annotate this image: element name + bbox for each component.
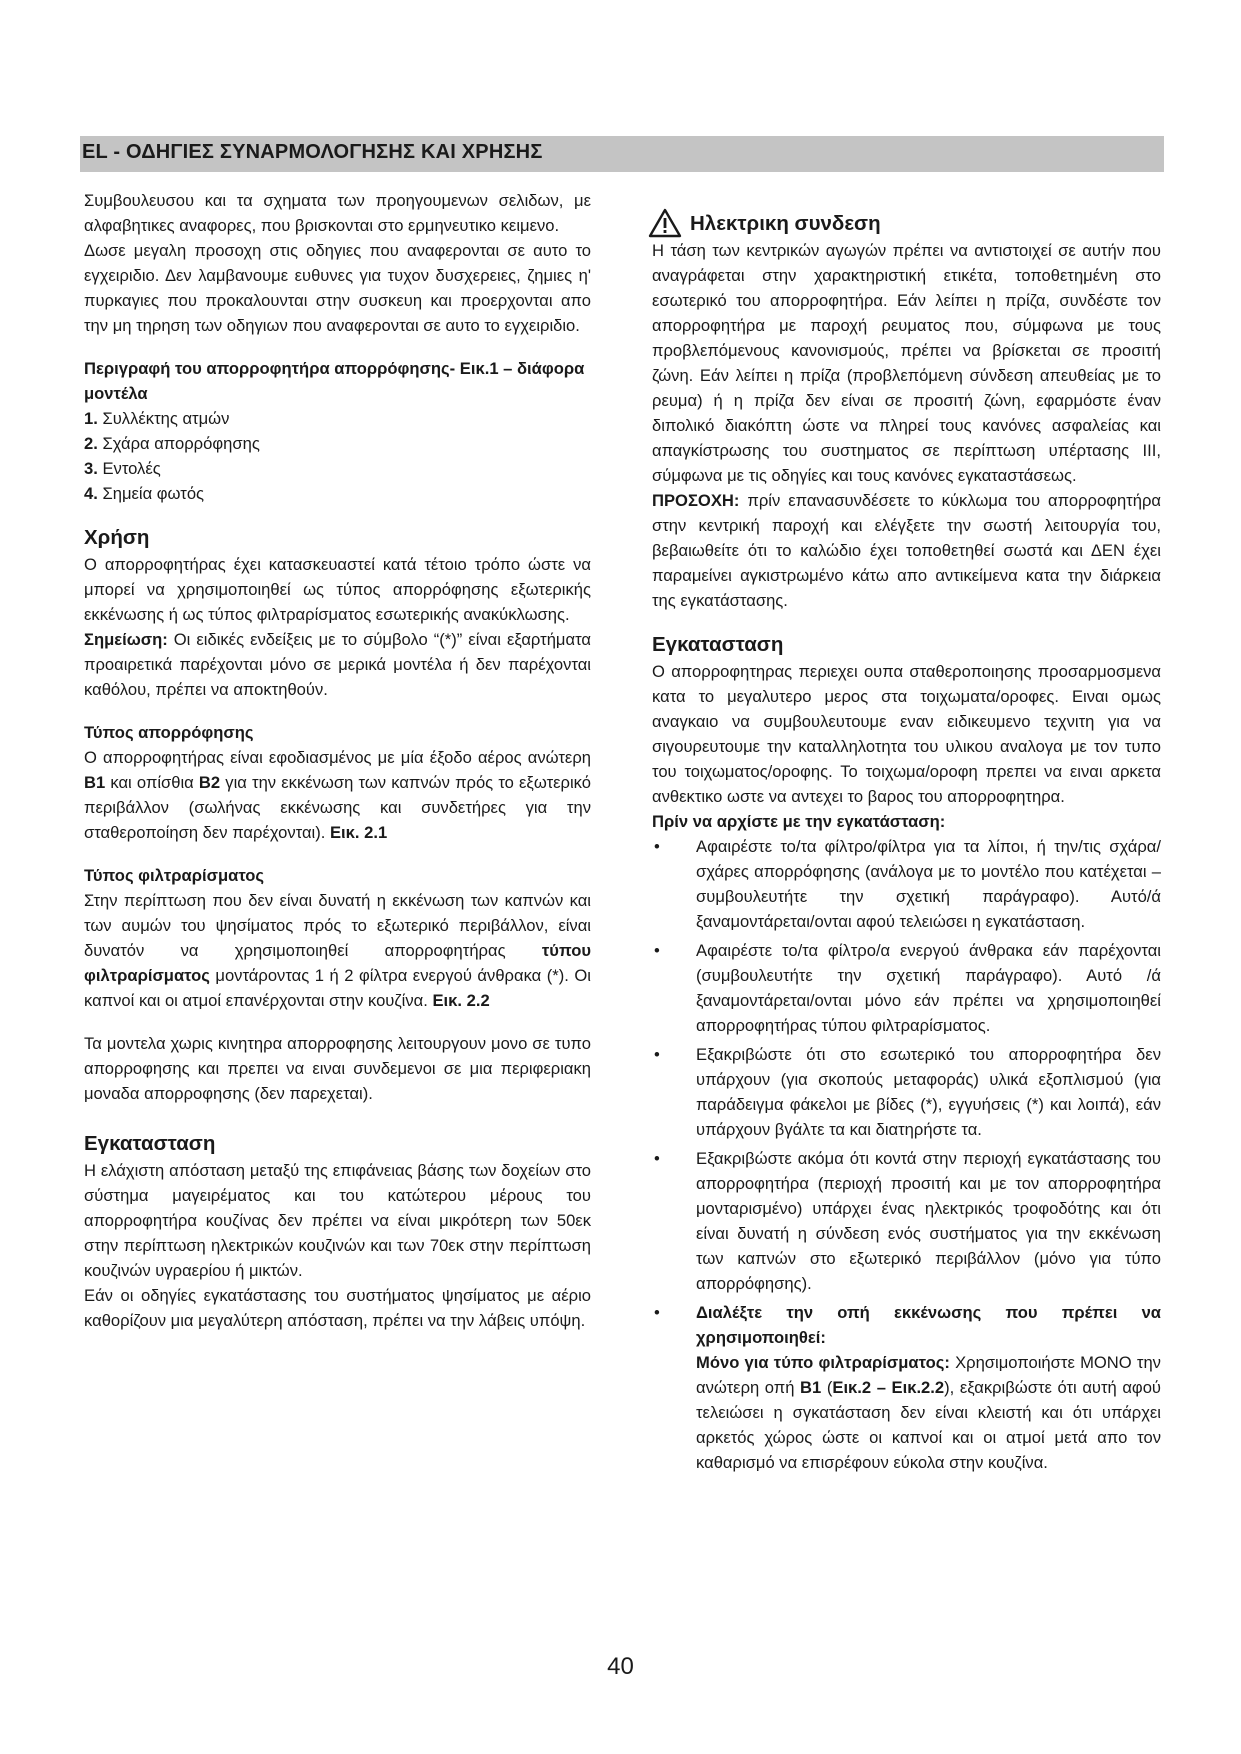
list-item: 4. Σημεία φωτός [84,484,205,503]
list-item: 3. Εντολές [84,459,161,478]
use-paragraph: Ο απορροφητήρας έχει κατασκευαστεί κατά τέτοιο τρόπο ώστε να μπορεί να χρησιμοποιηθεί ως τύπος απορρόφησης εξωτερικής εκκένωσης ή ως τύπος φιλτραρίσματος εσωτερικής ανακύκλωσης. [84,555,591,624]
installation-heading: Εγκατασταση [84,1132,216,1155]
figure-ref: Εικ. 2.2 [432,991,490,1010]
bullet-icon: • [654,941,660,960]
list-item: 1. Συλλέκτης ατμών [84,409,230,428]
intro-paragraph: Συμβουλευσου και τα σχηματα των προηγουμενων σελιδων, με αλφαβητικες αναφορες, που βρισκονται στο ερμηνευτικο κειμενο. [84,191,591,235]
warning-triangle-icon [648,208,682,238]
page-number: 40 [607,1653,634,1680]
list-item: • Διαλέξτε την οπή εκκένωσης που πρέπει να χρησιμοποιηθεί: Μόνο για τύπο φιλτραρίσματος: Χρησιμοποιήστε ΜΟΝΟ την ανώτερη οπή B1 (Εικ.2 – Εικ.2.2), εξακριβώστε ότι αυτή αφού τελειώσει η σγκατάσταση δεν είναι κλειστή και ότι υπάρχει αρκετός χώρος ώστε οι καπνοί και οι ατμοί μετά απο τον καθαρισμό να επισρέφουν εύκολα στην κουζίνα. [652,1300,1161,1475]
description-heading: Περιγραφή του απορροφητήρα απορρόφησης- Εικ.1 – διάφορα μοντέλα [84,359,585,403]
list-item: • Αφαιρέστε το/τα φίλτρο/α ενεργού άνθρακα εάν παρέχονται (συμβουλευτήτε την σχετική παράγραφο). Αυτό /ά ξαναμοντάρεται/ονται μόνο εάν πρέπει να χρησιμοποιηθεί απορροφητήρας τύπου φιλτραρίσματος. [652,938,1161,1038]
vent-choice-heading: Διαλέξτε την οπή εκκένωσης που πρέπει να χρησιμοποιηθεί: [696,1303,1161,1347]
before-install-heading: Πρίν να αρχίστε με την εγκατάσταση: [652,812,946,831]
filter-heading: Τύπος φιλτραρίσματος [84,866,265,885]
use-heading: Χρήση [84,526,150,549]
list-item: • Εξακριβώστε ακόμα ότι κοντά στην περιοχή εγκατάστασης του απορροφητήρα (περιοχή προσιτή και με τον απορροφητήρα μονταρισμένο) υπάρχει ένας ηλεκτρικός τροφοδότης και ότι είναι δυνατή η σύνδεση ενός συστήματος για την εκκένωση των καπνών στο εξωτερικό περιβάλλον (μόνο για τύπο απορρόφησης). [652,1146,1161,1296]
electric-paragraph: Η τάση των κεντρικών αγωγών πρέπει να αντιστοιχεί σε αυτήν που αναγράφεται στην χαρακτηριστική ετικέτα, τοποθετημένη στο εσωτερικό του απορροφητήρα. Εάν λείπει η πρίζα, συνδέστε τον απορροφητήρα με παροχή ρευματος που, σύμφωνα με τους προβλεπόμενους κανονισμούς, πρέπει να βρίσκεται σε προσιτή ζώνη. Εάν λείπει η πρίζα (προβλεπόμενη σύνδεση απευθείας με το ρευμα) ή η πρίζα δεν είναι σε προσιτή ζώνη, εφαρμόστε έναν διπολικό διακόπτη ώστε να πληρεί τους κανόνες ασφαλείας και απαγκίστρωσης του συστηματος σε περίπτωση υπέρτασης ΙΙΙ, σύμφωνα με τις οδηγίες και τους κανόνες εγκαταστάσεως. [652,241,1161,485]
list-item: • Εξακριβώστε ότι στο εσωτερικό του απορροφητήρα δεν υπάρχουν (για σκοπούς μεταφοράς) υλικά εξοπλισμού (για παράδειγμα φάκελοι με βίδες (*), εγγυήσεις (*) και λοιπά), εάν υπάρχουν βγάλτε τα και διατηρήστε τα. [652,1042,1161,1142]
figure-ref: Εικ. 2.1 [329,823,388,842]
bullet-icon: • [654,1045,660,1064]
installation-distance-paragraph: Η ελάχιστη απόσταση μεταξύ της επιφάνειας βάσης των δοχείων στο σύστημα μαγειρέματος και του κατώτερου μέρους του απορροφητήρα κουζίνας δεν πρέπει να είναι μικρότερη των 50εκ στην περίπτωση ηλεκτρικών κουζινών και των 70εκ στην περίπτωση κουζινών υγραερίου ή μικτών. [84,1161,591,1280]
installation-gas-paragraph: Εάν οι οδηγίες εγκατάστασης του συστήματος ψησίματος με αέριο καθορίζουν μια μεγαλύτερη απόσταση, πρέπει να την λάβεις υπόψη. [84,1286,591,1330]
note-label: Σημείωση: [84,630,168,649]
figure-ref: Εικ.2 – Εικ.2.2 [832,1378,945,1397]
note-paragraph: Σημείωση: Οι ειδικές ενδείξεις με το σύμβολο “(*)” είναι εξαρτήματα προαιρετικά παρέχονται μόνο σε μερικά μοντέλα ή δεν παρέχονται καθόλου, πρέπει να αποκτηθούν. [84,630,591,699]
before-install-list [652,834,1161,1475]
electric-heading: Ηλεκτρικη συνδεση [690,211,881,235]
right-column [652,208,1161,1479]
filter-paragraph: Στην περίπτωση που δεν είναι δυνατή η εκκένωση των καπνών και των αυμών του ψησίματος πρός το εξωτερικό περιβάλλον, είναι δυνατόν να χρησιμοποιηθεί απορροφητήρας τύπου φιλτραρίσματος μοντάροντας 1 ή 2 φίλτρα ενεργού άνθρακα (*). Οι καπνοί και οι ατμοί επανέρχονται στην κουζίνα. Εικ. 2.2 [84,891,591,1010]
installation-paragraph: Ο απορροφητηρας περιεχει ουπα σταθεροποιησης προσαρμοσμενα κατα το μεγαλυτερο μερος στα τοιχωματα/οροφες. Ειναι ομως αναγκαιο να συμβουλευτουμε εναν ειδικευμενο τεχνιτη για να σιγουρευτουμε την καταλληλοτητα του υλικου αναλογα με τον τυπο του τοιχωματος/οροφης. Το τοιχωμα/οροφη πρεπει να ειναι αρκετα ανθεκτικο ωστε να αντεχει το βαρος του απορροφητηρα. [652,662,1161,806]
extraction-heading: Τύπος απορρόφησης [84,723,254,742]
list-item: 2. Σχάρα απορρόφησης [84,434,260,453]
extraction-paragraph: Ο απορροφητήρας είναι εφοδιασμένος με μία έξοδο αέρος ανώτερη B1 και οπίσθια B2 για την εκκένωση των καπνών πρός το εξωτερικό περιβάλλον (σωλήνας εκκένωσης και συνδετήρες για την σταθεροποίηση δεν παρέχονται). Εικ. 2.1 [84,748,591,842]
bullet-icon: • [654,1303,660,1322]
list-item: • Αφαιρέστε το/τα φίλτρο/φίλτρα για τα λίποι, ή την/τις σχάρα/σχάρες απορρόφησης (ανάλογα με το μοντέλο που κατέχεται – συμβουλευτήτε την σχετική παράγραφο). Αυτό/ά ξαναμοντάρεται/ονται αφού τελειώσει η εγκατάσταση. [652,834,1161,934]
installation-heading: Εγκατασταση [652,633,784,656]
document-title: EL - ΟΔΗΓΙΕΣ ΣΥΝΑΡΜΟΛΟΓΗΣΗΣ ΚΑΙ ΧΡΗΣΗΣ [82,141,543,163]
caution-label: ΠΡΟΣΟΧΗ: [652,491,740,510]
electric-heading-row [648,208,1161,238]
left-column [84,188,591,1333]
caution-paragraph: ΠΡΟΣΟΧΗ: πρίν επανασυνδέσετε το κύκλωμα του απορροφητήρα στην κεντρική παροχή και ελέγξετε την σωστή λειτουργία του, βεβαιωθείτε ότι το καλώδιο έχει τοποθετηθεί σωστά και ΔΕΝ έχει παραμείνει αγκιστρωμένο κάτω απο αντικείμενα κατα την διάρκεια της εγκατάστασης. [652,491,1161,610]
parts-list [84,406,591,506]
no-motor-paragraph: Τα μοντελα χωρις κινητηρα απορροφησης λειτουργουν μονο σε τυπο απορροφησης και πρεπει να ειναι συνδεμενοι σε μια περιφεριακη μοναδα απορροφησης (δεν παρεχεται). [84,1034,591,1103]
bullet-icon: • [654,837,660,856]
bullet-icon: • [654,1149,660,1168]
warning-paragraph: Δωσε μεγαλη προσοχη στις οδηγιες που αναφερονται σε αυτο το εγχειριδιο. Δεν λαμβανουμε ευθυνες για τυχον δυσχερειες, ζημιες η' πυρκαγιες που προκαλουνται στην συσκευη και προερχονται απο την μη τηρηση των οδηγιων που αναφερονται σε αυτο το εγχειριδιο. [84,241,591,335]
